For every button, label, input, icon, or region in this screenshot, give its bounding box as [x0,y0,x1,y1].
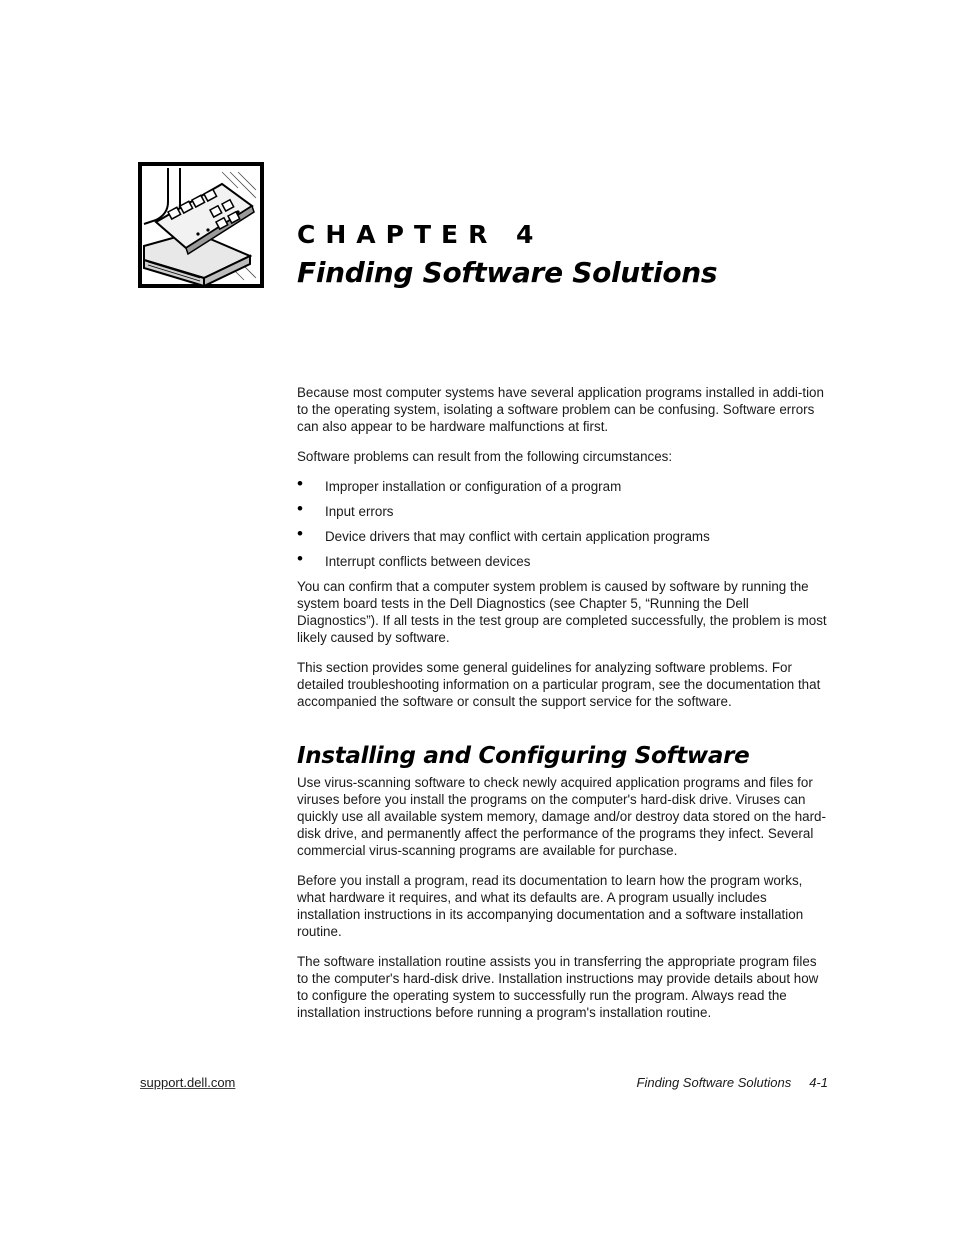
list-item-text: Interrupt conflicts between devices [325,554,531,569]
list-item [297,524,829,545]
list-item-text: Device drivers that may conflict with certain application programs [325,529,710,544]
circumstances-list [297,474,829,570]
list-item [297,549,829,570]
list-item-text: Improper installation or configuration of a program [325,479,622,494]
chapter-label: CHAPTER 4 [297,220,544,249]
bullet-icon: • [297,549,303,568]
support-link[interactable]: support.dell.com [140,1075,236,1090]
intro-paragraph: Software problems can result from the following circumstances: [297,449,673,464]
footer-section-name: Finding Software Solutions [636,1075,792,1090]
list-item [297,499,829,520]
section-paragraph: Before you install a program, read its documentation to learn how the program works, what hardware it requires, and what its defaults are. A program usually includes installation instructions in its accompanying documentation and a software installation routine. [297,873,804,939]
page-number: 4-1 [809,1075,828,1090]
book-and-circuit-card-icon [138,162,264,288]
section-paragraph: The software installation routine assists you in transferring the appropriate program files to the computer's hard-disk drive. Installation instructions may provide details about how to configure the operating system to successfully run the program. Always read the installation instructions before running a program's installation routine. [297,954,819,1020]
bullet-icon: • [297,524,303,543]
intro-paragraph: Because most computer systems have several application programs installed in addi-tion to the operating system, isolating a software problem can be confusing. Software errors can also appear to be hardware malfunctions at first. [297,385,824,434]
section-paragraph: Use virus-scanning software to check newly acquired application programs and files for viruses before you install the programs on the computer's hard-disk drive. Viruses can quickly use all available system memory, damage and/or destroy data stored on the hard-disk drive, and permanently affect the performance of the programs they infect. Several commercial virus-scanning programs are available for purchase. [297,775,826,858]
chapter-title: Finding Software Solutions [297,256,718,289]
list-item-text: Input errors [325,504,394,519]
page-footer [637,1075,828,1090]
chapter-body [297,384,829,1034]
bullet-icon: • [297,474,303,493]
body-paragraph: This section provides some general guidelines for analyzing software problems. For detailed troubleshooting information on a particular program, see the documentation that accompanied the software or consult the support service for the software. [297,660,821,709]
body-paragraph: You can confirm that a computer system problem is caused by software by running the system board tests in the Dell Diagnostics (see Chapter 5, “Running the Dell Diagnostics”). If all tests in the test group are completed successfully, the problem is most likely caused by software. [297,579,827,645]
bullet-icon: • [297,499,303,518]
section-heading: Installing and Configuring Software [297,743,750,769]
list-item [297,474,829,495]
